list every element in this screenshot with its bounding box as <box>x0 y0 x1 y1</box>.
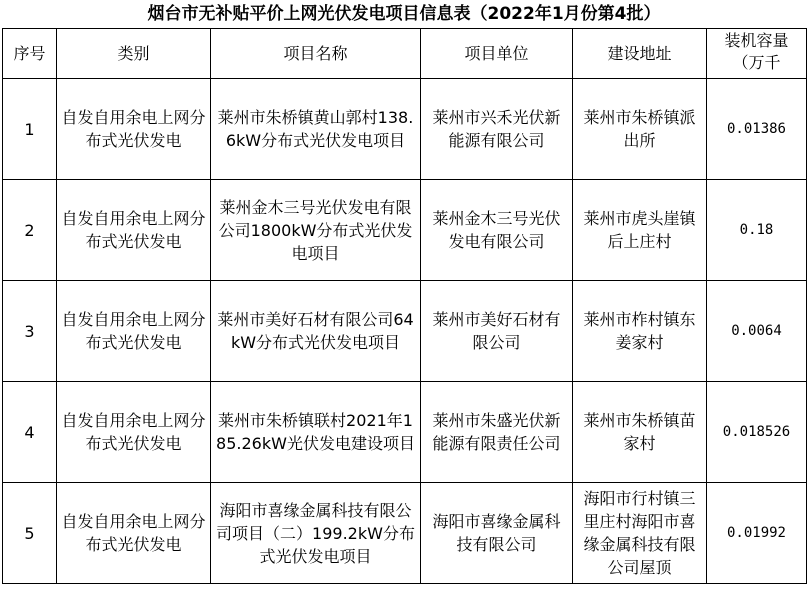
header-address: 建设地址 <box>573 29 707 79</box>
cell-address: 莱州市虎头崖镇后上庄村 <box>573 180 707 281</box>
header-capacity: 装机容量（万千 <box>707 29 807 79</box>
cell-capacity: 0.018526 <box>707 382 807 483</box>
cell-unit: 莱州市朱盛光伏新能源有限责任公司 <box>421 382 573 483</box>
header-unit: 项目单位 <box>421 29 573 79</box>
cell-unit: 莱州市兴禾光伏新能源有限公司 <box>421 79 573 180</box>
cell-name: 莱州金木三号光伏发电有限公司1800kW分布式光伏发电项目 <box>211 180 421 281</box>
header-row <box>3 29 807 79</box>
table-row <box>3 79 807 180</box>
cell-name: 莱州市美好石材有限公司64kW分布式光伏发电项目 <box>211 281 421 382</box>
cell-address: 莱州市柞村镇东姜家村 <box>573 281 707 382</box>
cell-no: 5 <box>3 483 57 584</box>
table-row <box>3 382 807 483</box>
cell-name: 莱州市朱桥镇联村2021年185.26kW光伏发电建设项目 <box>211 382 421 483</box>
cell-capacity: 0.01992 <box>707 483 807 584</box>
cell-capacity: 0.18 <box>707 180 807 281</box>
cell-no: 4 <box>3 382 57 483</box>
cell-name: 海阳市喜缘金属科技有限公司项目（二）199.2kW分布式光伏发电项目 <box>211 483 421 584</box>
cell-capacity: 0.01386 <box>707 79 807 180</box>
cell-no: 3 <box>3 281 57 382</box>
cell-no: 2 <box>3 180 57 281</box>
table-row <box>3 281 807 382</box>
cell-capacity: 0.0064 <box>707 281 807 382</box>
cell-no: 1 <box>3 79 57 180</box>
project-info-table <box>2 28 807 584</box>
cell-type: 自发自用余电上网分布式光伏发电 <box>57 483 211 584</box>
header-name: 项目名称 <box>211 29 421 79</box>
cell-unit: 莱州金木三号光伏发电有限公司 <box>421 180 573 281</box>
cell-unit: 莱州市美好石材有限公司 <box>421 281 573 382</box>
cell-address: 莱州市朱桥镇苗家村 <box>573 382 707 483</box>
cell-address: 莱州市朱桥镇派出所 <box>573 79 707 180</box>
cell-type: 自发自用余电上网分布式光伏发电 <box>57 382 211 483</box>
page-title: 烟台市无补贴平价上网光伏发电项目信息表（2022年1月份第4批） <box>147 4 661 24</box>
cell-type: 自发自用余电上网分布式光伏发电 <box>57 281 211 382</box>
header-no: 序号 <box>3 29 57 79</box>
cell-type: 自发自用余电上网分布式光伏发电 <box>57 180 211 281</box>
cell-name: 莱州市朱桥镇黄山郭村138.6kW分布式光伏发电项目 <box>211 79 421 180</box>
table-row <box>3 180 807 281</box>
cell-unit: 海阳市喜缘金属科技有限公司 <box>421 483 573 584</box>
header-type: 类别 <box>57 29 211 79</box>
cell-address: 海阳市行村镇三里庄村海阳市喜缘金属科技有限公司屋顶 <box>573 483 707 584</box>
table-row <box>3 483 807 584</box>
cell-type: 自发自用余电上网分布式光伏发电 <box>57 79 211 180</box>
